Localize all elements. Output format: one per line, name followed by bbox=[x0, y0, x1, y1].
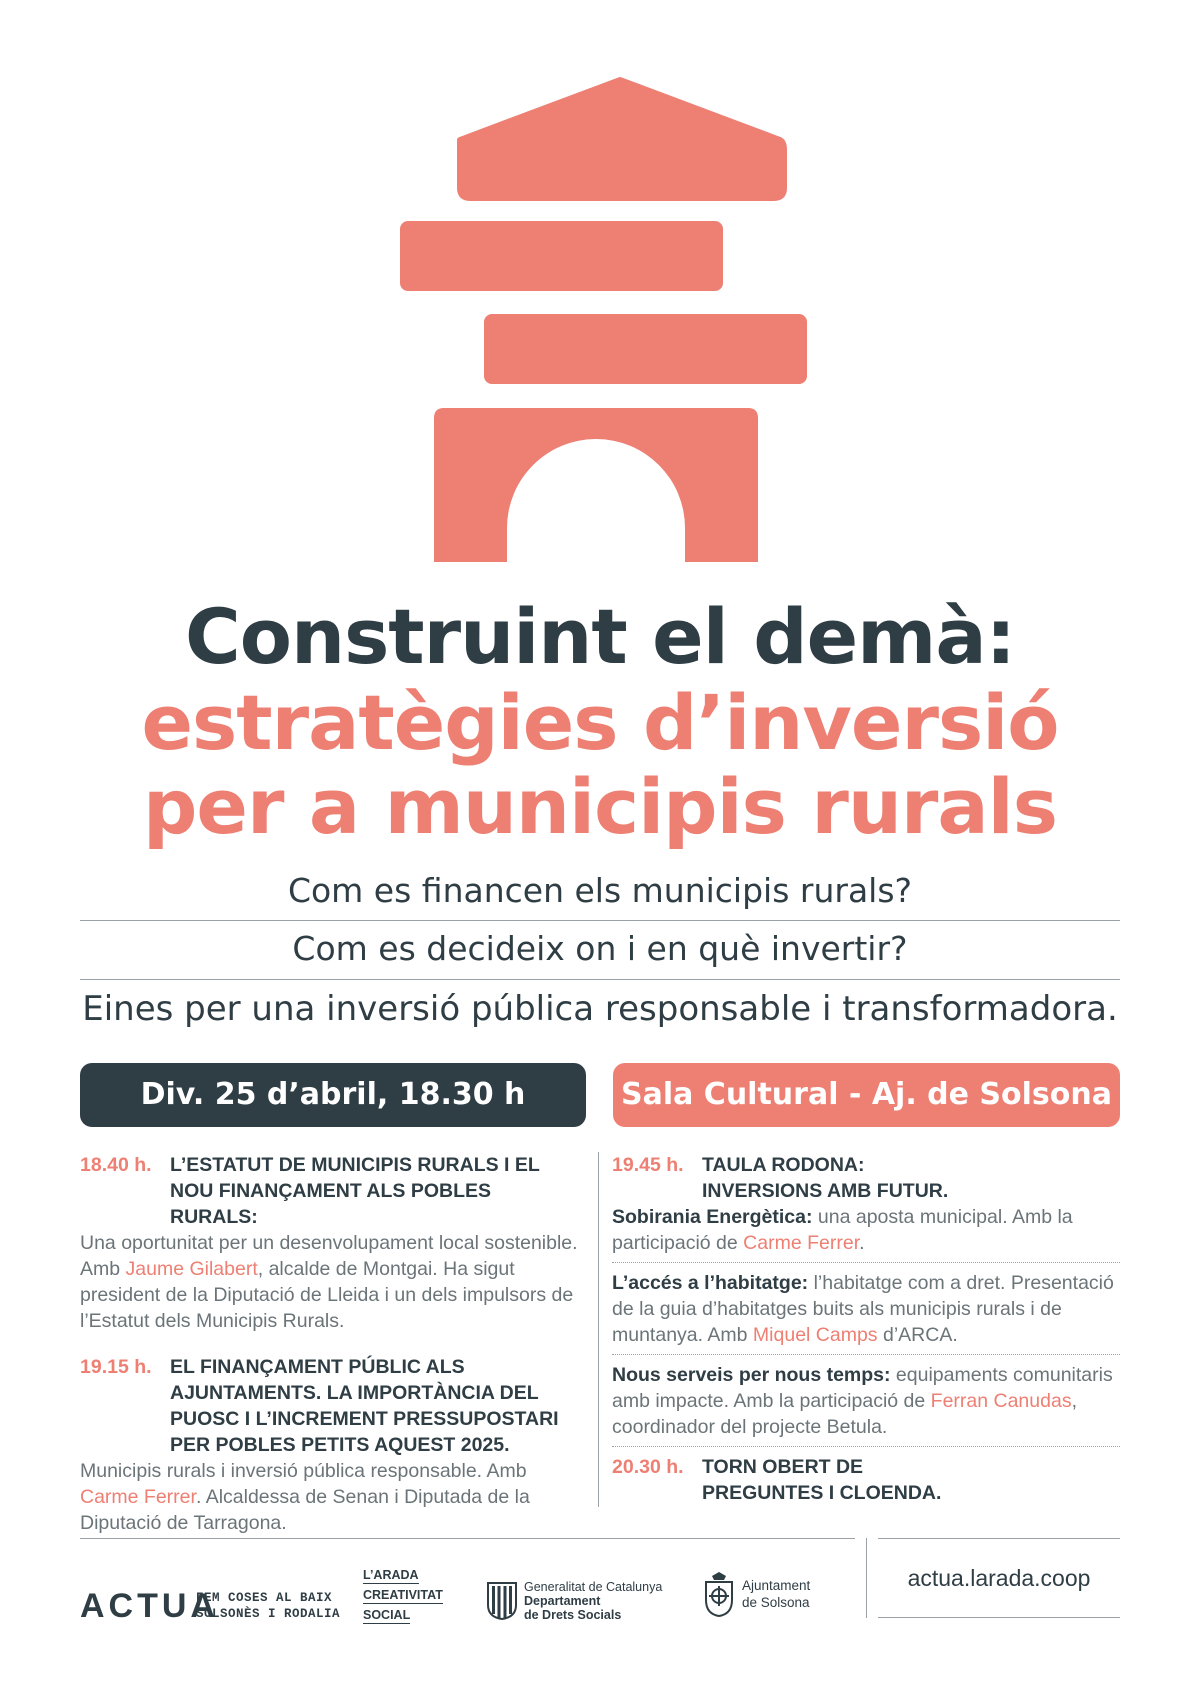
session-4 bbox=[612, 1454, 1120, 1506]
block-2 bbox=[484, 314, 807, 384]
column-divider bbox=[598, 1152, 599, 1507]
speaker-name: Carme Ferrer bbox=[80, 1486, 196, 1508]
session-description bbox=[80, 1458, 580, 1536]
actua-logo: ACTUA bbox=[80, 1587, 219, 1625]
desc-text: . Alcaldessa de Senan i Diputada de la Diputació de Tarragona. bbox=[80, 1486, 530, 1534]
session-title: TORN OBERT DE PREGUNTES I CLOENDA. bbox=[702, 1456, 942, 1504]
session-1 bbox=[80, 1152, 580, 1230]
gencat-line: Generalitat de Catalunya bbox=[524, 1580, 663, 1594]
topic-services bbox=[612, 1362, 1120, 1440]
desc-text: . bbox=[859, 1232, 865, 1254]
footer-vertical-divider bbox=[866, 1538, 867, 1618]
gencat-line: de Drets Socials bbox=[524, 1608, 622, 1622]
footer-divider bbox=[80, 1538, 855, 1539]
session-3 bbox=[612, 1152, 1120, 1204]
gencat-line: Departament bbox=[524, 1594, 601, 1608]
larada-line: L’ARADA bbox=[363, 1568, 419, 1582]
session-title: L’ESTATUT DE MUNICIPIS RURALS I EL NOU FINANÇAMENT ALS POBLES RURALS: bbox=[170, 1154, 540, 1228]
dotted-divider bbox=[612, 1354, 1120, 1355]
desc-text: Municipis rurals i inversió pública responsable. Amb bbox=[80, 1460, 527, 1482]
tagline-line: FEM COSES AL BAIX bbox=[196, 1591, 333, 1605]
question-3: Eines per una inversió pública responsable i transformadora. bbox=[82, 989, 1118, 1029]
topic-lead: L’accés a l’habitatge: bbox=[612, 1272, 809, 1294]
desc-text: una aposta municipal. Amb la participació de bbox=[612, 1206, 1073, 1254]
website-link[interactable]: actua.larada.coop bbox=[907, 1565, 1091, 1591]
topic-energy bbox=[612, 1204, 1120, 1256]
dotted-divider bbox=[612, 1446, 1120, 1447]
speaker-name: Ferran Canudas bbox=[930, 1390, 1072, 1412]
desc-text: equipaments comunitaris amb impacte. Amb la participació de bbox=[612, 1364, 1113, 1412]
footer-divider bbox=[878, 1538, 1120, 1539]
divider bbox=[80, 979, 1120, 980]
desc-text: d’ARCA. bbox=[877, 1324, 958, 1346]
event-date-badge: Div. 25 d’abril, 18.30 h bbox=[80, 1063, 586, 1127]
session-title: EL FINANÇAMENT PÚBLIC ALS AJUNTAMENTS. LA IMPORTÀNCIA DEL PUOSC I L’INCREMENT PRESSUPOSTARI PER POBLES PETITS AQUEST 2025. bbox=[170, 1356, 559, 1456]
ajuntament-line: Ajuntament bbox=[742, 1578, 811, 1593]
building-illustration bbox=[0, 0, 1200, 580]
larada-line: SOCIAL bbox=[363, 1608, 411, 1622]
desc-text: l’habitatge com a dret. Presentació de la guia d’habitatges buits als municipis rurals i de muntanya. Amb bbox=[612, 1272, 1114, 1346]
speaker-name: Carme Ferrer bbox=[743, 1232, 860, 1254]
footer-divider bbox=[878, 1617, 1120, 1618]
session-time: 19.45 h. bbox=[612, 1154, 684, 1176]
arch-base bbox=[434, 408, 758, 562]
desc-text: Una oportunitat per un desenvolupament local sostenible. Amb bbox=[80, 1232, 578, 1280]
topic-lead: Sobirania Energètica: bbox=[612, 1206, 813, 1228]
speaker-name: Miquel Camps bbox=[752, 1324, 878, 1346]
question-1: Com es financen els municipis rurals? bbox=[287, 871, 913, 910]
dotted-divider bbox=[612, 1262, 1120, 1263]
generalitat-shield-icon bbox=[486, 1581, 518, 1621]
event-place-badge: Sala Cultural - Aj. de Solsona bbox=[613, 1063, 1120, 1127]
actua-tagline bbox=[196, 1590, 340, 1622]
larada-logo bbox=[363, 1567, 443, 1627]
session-time: 19.15 h. bbox=[80, 1356, 152, 1378]
ajuntament-line: de Solsona bbox=[742, 1595, 810, 1610]
session-time: 18.40 h. bbox=[80, 1154, 152, 1176]
block-1 bbox=[400, 221, 723, 291]
program-right-column bbox=[612, 1152, 1120, 1506]
topic-housing bbox=[612, 1270, 1120, 1348]
session-time: 20.30 h. bbox=[612, 1456, 684, 1478]
title-line-3: per a municipis rurals bbox=[143, 762, 1057, 851]
session-2 bbox=[80, 1354, 580, 1458]
tagline-line: SOLSONÈS I RODALIA bbox=[196, 1607, 341, 1621]
session-title: TAULA RODONA: INVERSIONS AMB FUTUR. bbox=[702, 1154, 949, 1202]
generalitat-logo bbox=[486, 1580, 662, 1622]
topic-lead: Nous serveis per nous temps: bbox=[612, 1364, 891, 1386]
larada-line: CREATIVITAT bbox=[363, 1588, 443, 1602]
title-line-2: estratègies d’inversió bbox=[141, 678, 1059, 767]
desc-text: , alcalde de Montgai. Ha sigut president de la Diputació de Lleida i un dels impulsors de l’Estatut dels Municipis Rurals. bbox=[80, 1258, 574, 1332]
title-line-1: Construint el demà: bbox=[184, 592, 1016, 681]
question-2: Com es decideix on i en què invertir? bbox=[292, 929, 908, 968]
ajuntament-solsona-logo bbox=[702, 1570, 810, 1618]
solsona-crest-icon bbox=[702, 1570, 736, 1618]
desc-text: , coordinador del projecte Betula. bbox=[612, 1390, 1077, 1438]
speaker-name: Jaume Gilabert bbox=[125, 1258, 258, 1280]
roof-shape bbox=[460, 80, 784, 198]
program-left-column bbox=[80, 1152, 580, 1536]
divider bbox=[80, 920, 1120, 921]
session-description bbox=[80, 1230, 580, 1334]
